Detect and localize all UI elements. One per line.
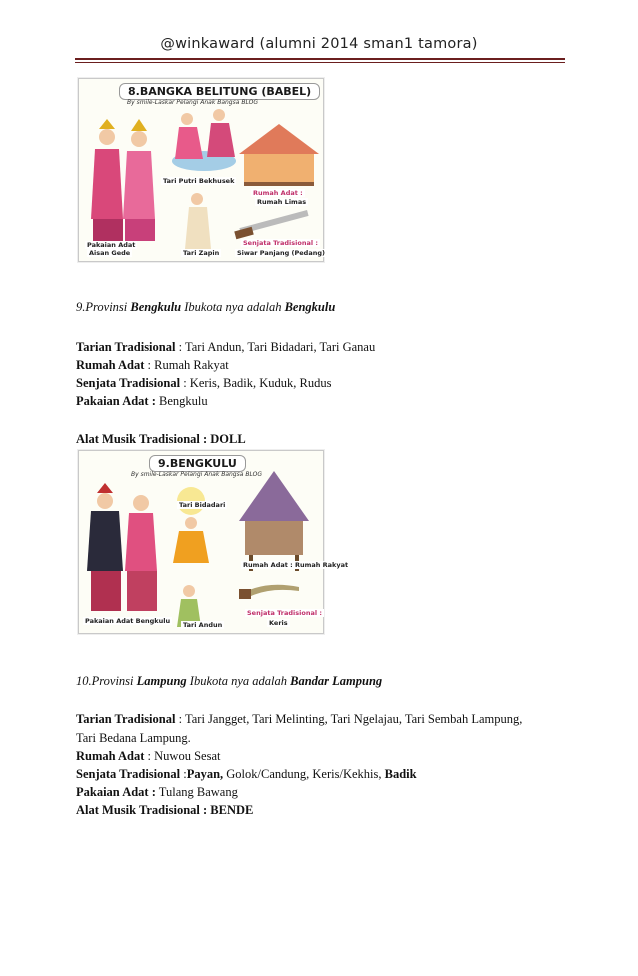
- bengkulu-fig-subtitle: By smile-Laskar Pelangi Anak Bangsa BLOG: [131, 471, 262, 478]
- senjata-value: : Keris, Badik, Kuduk, Rudus: [180, 376, 332, 390]
- babel-label-dance1: Tari Putri Bekhusek: [163, 177, 235, 185]
- header-rule-thick: [75, 58, 565, 60]
- bengkulu-illustration: [78, 450, 349, 634]
- senjata-value: Golok/Candung, Keris/Kekhis,: [223, 767, 385, 781]
- musik-label: Alat Musik Tradisional : DOLL: [76, 432, 246, 446]
- lampung-heading: [76, 672, 382, 690]
- lampung-rumah: [76, 747, 220, 765]
- heading-num: 9.Provinsi: [76, 300, 131, 314]
- bengkulu-fig-label-house: Rumah Adat : Rumah Rakyat: [243, 561, 349, 569]
- heading-province: Lampung: [136, 674, 187, 688]
- babel-label-house: Rumah Adat :: [253, 189, 303, 197]
- bengkulu-musik: [76, 430, 246, 448]
- figure-head-icon: [99, 129, 115, 145]
- pakaian-value: Tulang Bawang: [155, 785, 238, 799]
- heading-province: Bengkulu: [130, 300, 182, 314]
- lampung-senjata: [76, 765, 417, 783]
- heading-capital: Bengkulu: [284, 300, 336, 314]
- heading-mid: Ibukota nya adalah: [186, 674, 291, 688]
- senjata-badik: Badik: [384, 767, 417, 781]
- senjata-label: Senjata Tradisional: [76, 376, 181, 390]
- babel-label-dance2: Tari Zapin: [183, 249, 220, 257]
- bengkulu-fig-title: 9.BENGKULU: [149, 455, 246, 472]
- rumah-value: : Rumah Rakyat: [144, 358, 229, 372]
- heading-num: 10.Provinsi: [76, 674, 137, 688]
- babel-label-weapon: Senjata Tradisional :: [243, 239, 318, 247]
- tarian-value: : Tari Andun, Tari Bidadari, Tari Ganau: [175, 340, 376, 354]
- tarian-label: Tarian Tradisional: [76, 340, 176, 354]
- header-rule-thin: [75, 62, 565, 63]
- senjata-label: Senjata Tradisional: [76, 767, 181, 781]
- babel-label-clothes: Pakaian Adat: [87, 241, 136, 249]
- rumah-value: : Nuwou Sesat: [144, 749, 221, 763]
- bengkulu-senjata: [76, 374, 331, 392]
- pakaian-label: Pakaian Adat :: [76, 785, 156, 799]
- bengkulu-fig-label-dance1: Tari Bidadari: [179, 501, 226, 509]
- bengkulu-fig-label-weapon-name: Keris: [269, 619, 288, 627]
- tarian-label: Tarian Tradisional: [76, 712, 176, 726]
- bengkulu-pakaian: [76, 392, 208, 410]
- babel-title: 8.BANGKA BELITUNG (BABEL): [119, 83, 320, 100]
- rumah-label: Rumah Adat: [76, 358, 145, 372]
- bengkulu-fig-label-dance2: Tari Andun: [183, 621, 223, 629]
- heading-mid: Ibukota nya adalah: [181, 300, 285, 314]
- lampung-tarian: [76, 710, 522, 728]
- babel-subtitle: By smile-Laskar Pelangi Anak Bangsa BLOG: [127, 99, 258, 106]
- bengkulu-illustration-art: [79, 451, 323, 633]
- musik-label: Alat Musik Tradisional : BENDE: [76, 803, 254, 817]
- figure-body-icon: [91, 149, 123, 219]
- tarian-value: : Tari Jangget, Tari Melinting, Tari Ngelajau, Tari Sembah Lampung,: [175, 712, 523, 726]
- senjata-sep: :: [180, 767, 187, 781]
- bengkulu-heading: [76, 298, 335, 316]
- lampung-musik: [76, 801, 253, 819]
- senjata-payan: Payan,: [186, 767, 224, 781]
- pakaian-label: Pakaian Adat :: [76, 394, 156, 408]
- babel-label-house-name: Rumah Limas: [257, 198, 307, 206]
- heading-capital: Bandar Lampung: [290, 674, 383, 688]
- rumah-label: Rumah Adat: [76, 749, 145, 763]
- bengkulu-rumah: [76, 356, 229, 374]
- babel-illustration: [78, 78, 324, 262]
- bengkulu-fig-label-weapon: Senjata Tradisional :: [247, 609, 322, 617]
- babel-illustration-art: [79, 79, 323, 261]
- babel-label-weapon-name: Siwar Panjang (Pedang): [237, 249, 325, 257]
- lampung-pakaian: [76, 783, 238, 801]
- bengkulu-tarian: [76, 338, 375, 356]
- lampung-tarian-cont: Tari Bedana Lampung.: [76, 731, 191, 745]
- page-header: @winkaward (alumni 2014 sman1 tamora): [160, 36, 478, 52]
- pakaian-value: Bengkulu: [155, 394, 208, 408]
- babel-label-clothes-name: Aisan Gede: [89, 249, 131, 257]
- bengkulu-fig-label-clothes: Pakaian Adat Bengkulu: [85, 617, 171, 625]
